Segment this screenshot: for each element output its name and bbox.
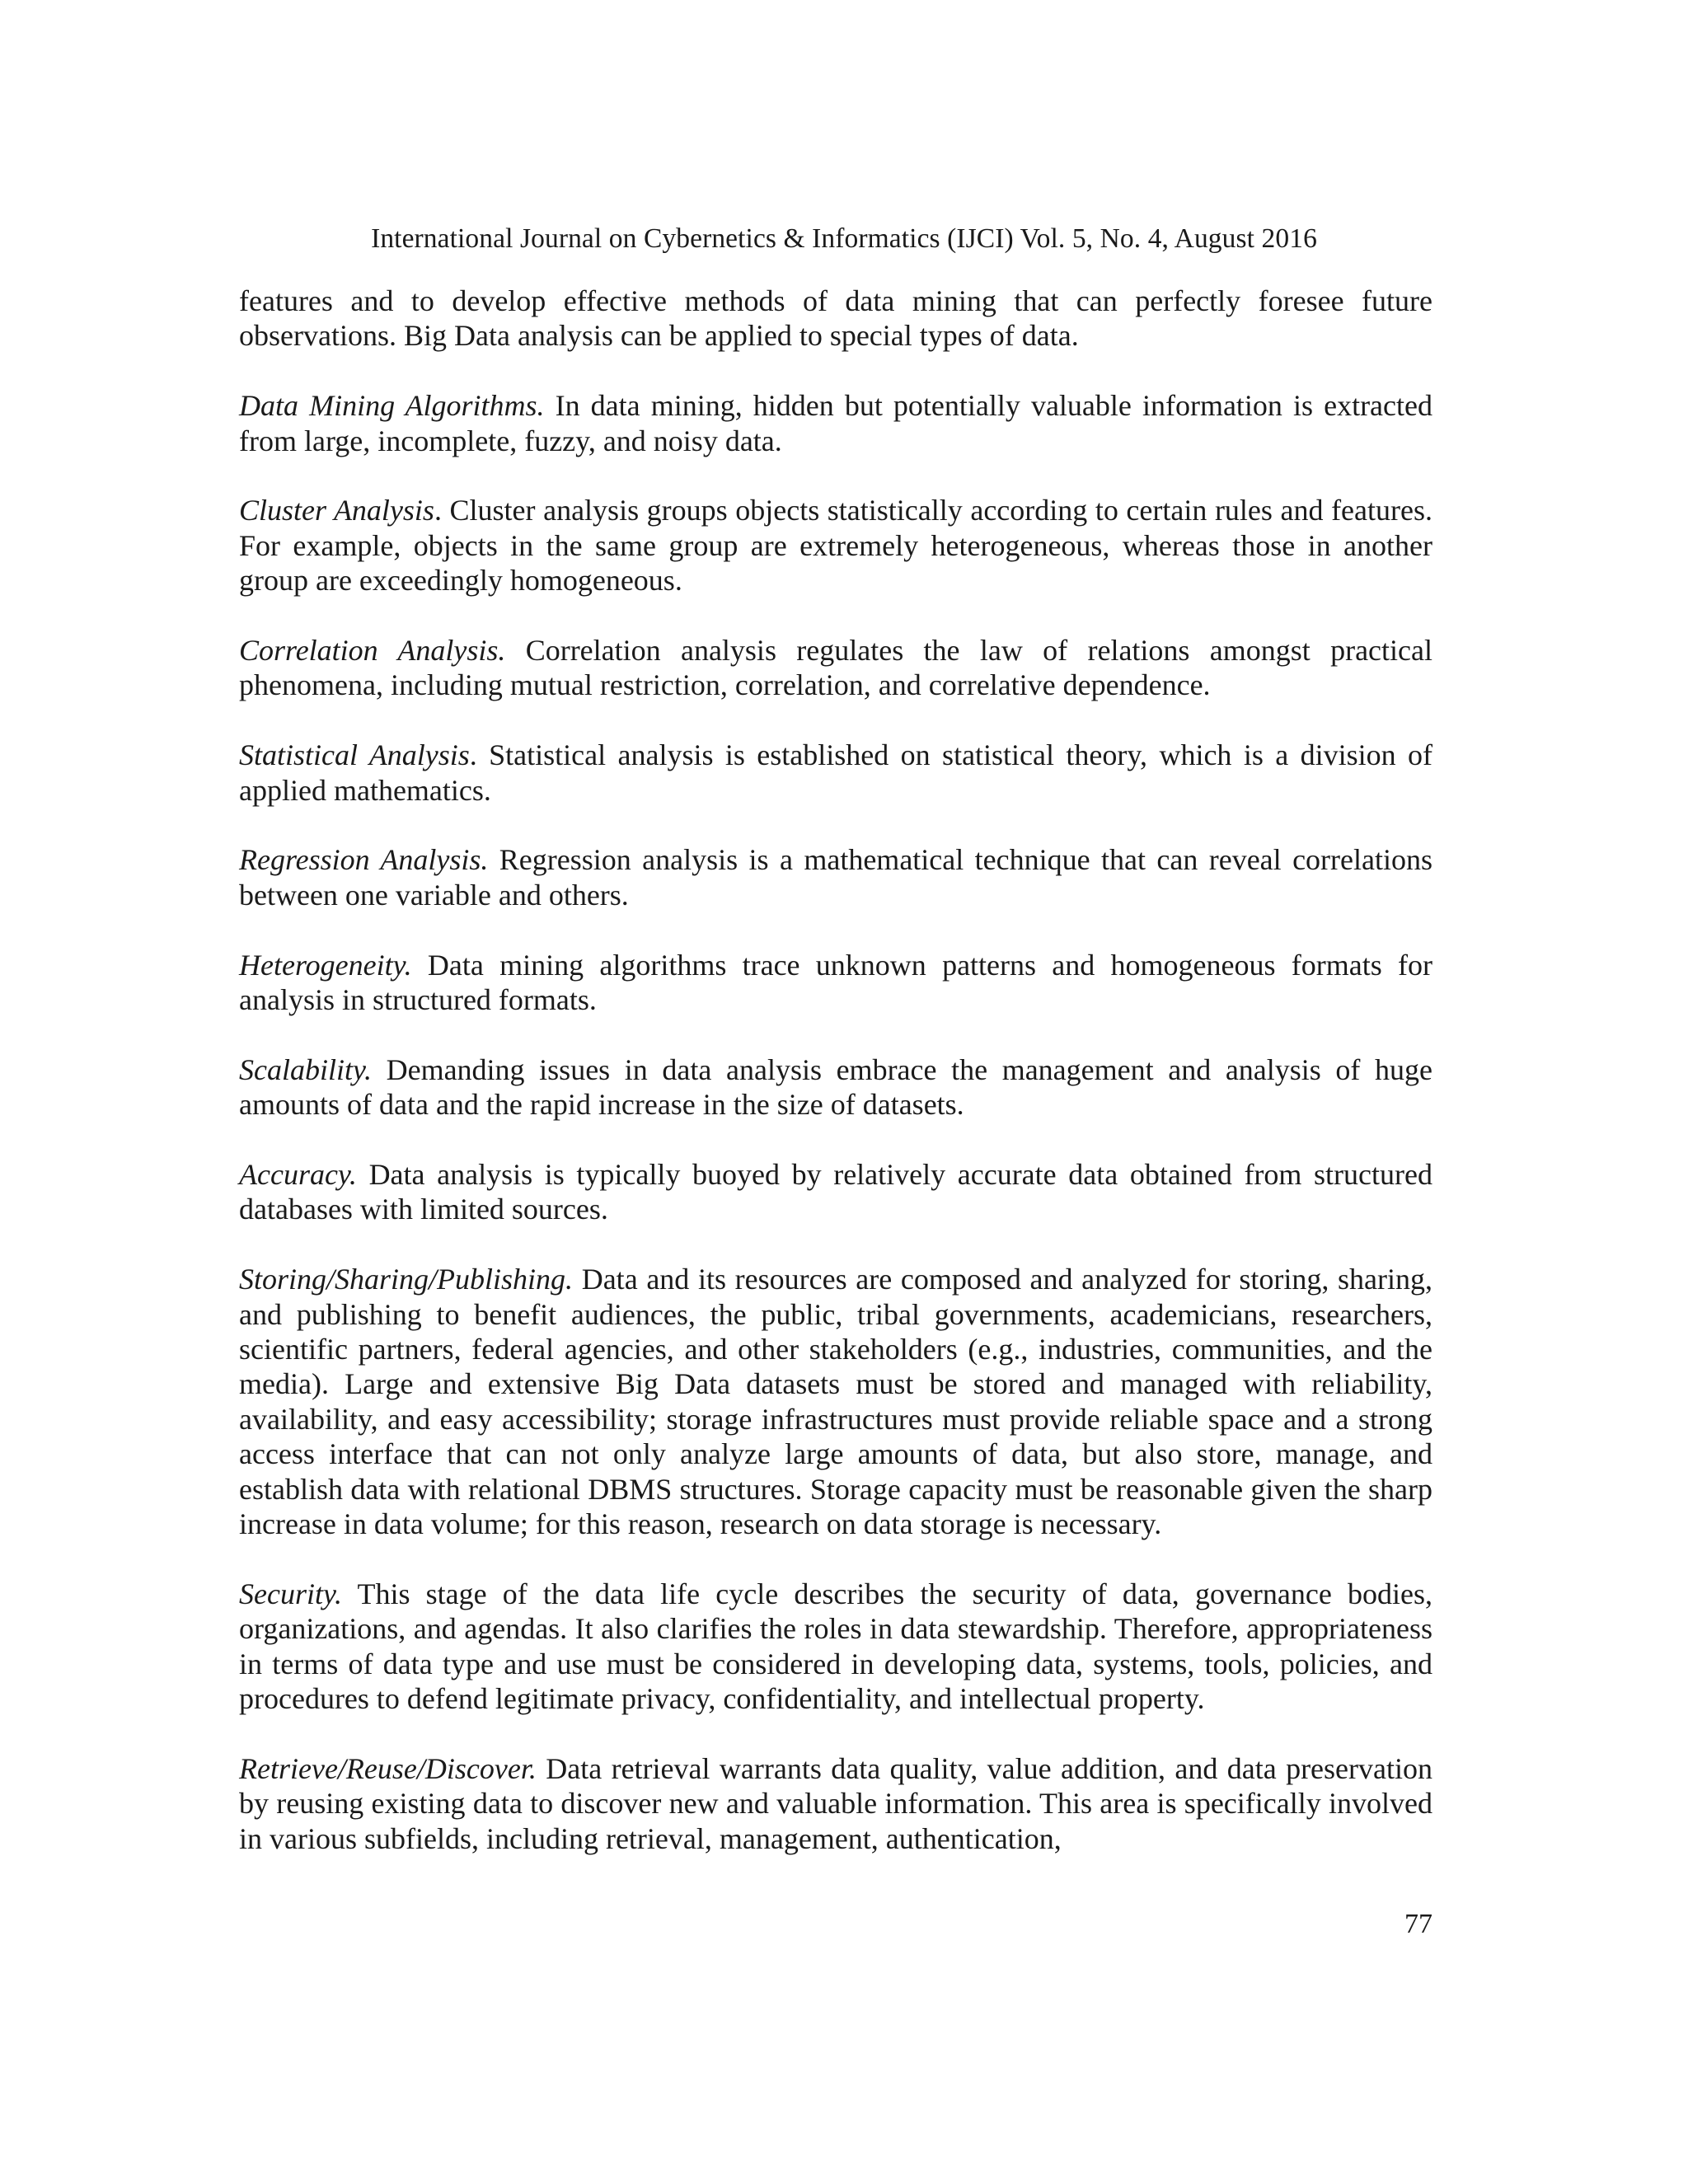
paragraph-text: Data retrieval warrants data quality, value addition, and data preservation by reusing existing data to discover new and valuable information. This area is specifically involved in various subfields, including retrieval, management, authentication,	[239, 1751, 1432, 1855]
paragraph-text: Data analysis is typically buoyed by relatively accurate data obtained from structured databases with limited sources.	[239, 1158, 1432, 1226]
paragraph-security	[239, 1577, 1432, 1717]
paragraph-text: In data mining, hidden but potentially valuable information is extracted from large, incomplete, fuzzy, and noisy data.	[239, 389, 1432, 457]
paragraph-term: Regression Analysis.	[239, 843, 489, 877]
paragraph-text: This stage of the data life cycle describes the security of data, governance bodies, organizations, and agendas. It also clarifies the roles in data stewardship. Therefore, appropriateness in terms of data type and use must be considered in developing data, systems, tools, policies, and procedures to defend legitimate privacy, confidentiality, and intellectual property.	[239, 1577, 1432, 1716]
paragraph-statistical-analysis	[239, 738, 1432, 808]
paragraph-data-mining-algorithms	[239, 388, 1432, 458]
paragraph-text: Data and its resources are composed and analyzed for storing, sharing, and publishing to benefit audiences, the public, tribal governments, academicians, researchers, scientific partners, federal agencies, and other stakeholders (e.g., industries, communities, and the media). Large and extensive Big Data datasets must be stored and managed with reliability, availability, and easy accessibility; storage infrastructures must provide reliable space and a strong access interface that can not only analyze large amounts of data, but also store, manage, and establish data with relational DBMS structures. Storage capacity must be reasonable given the sharp increase in data volume; for this reason, research on data storage is necessary.	[239, 1263, 1432, 1541]
paragraph-storing-sharing-publishing	[239, 1262, 1432, 1541]
paragraph-term: Cluster Analysis	[239, 494, 434, 527]
paragraph-heterogeneity	[239, 948, 1432, 1018]
paragraph-term: Accuracy.	[239, 1158, 357, 1192]
paragraph-term: Correlation Analysis.	[239, 634, 506, 668]
paragraph-term: Storing/Sharing/Publishing.	[239, 1263, 574, 1296]
paragraph-term: Retrieve/Reuse/Discover.	[239, 1751, 537, 1785]
paragraph-continuation	[239, 284, 1432, 354]
paragraph-term: Data Mining Algorithms.	[239, 389, 545, 423]
paragraph-text: features and to develop effective methods of data mining that can perfectly foresee future observations. Big Data analysis can be applied to special types of data.	[239, 284, 1432, 353]
paragraph-term: Heterogeneity.	[239, 948, 412, 982]
paragraph-accuracy	[239, 1157, 1432, 1227]
paragraph-retrieve-reuse-discover	[239, 1751, 1432, 1856]
paragraph-text: Data mining algorithms trace unknown patterns and homogeneous formats for analysis in structured formats.	[239, 948, 1432, 1017]
paragraph-text: Demanding issues in data analysis embrace the management and analysis of huge amounts of data and the rapid increase in the size of datasets.	[239, 1052, 1432, 1122]
paragraph-text: . Statistical analysis is established on statistical theory, which is a division of applied mathematics.	[239, 738, 1432, 807]
page-number: 77	[1404, 1909, 1432, 1939]
paragraph-scalability	[239, 1052, 1432, 1122]
paragraph-term: Security.	[239, 1577, 342, 1610]
paragraph-correlation-analysis	[239, 633, 1432, 703]
paragraph-cluster-analysis	[239, 493, 1432, 598]
body-text	[239, 284, 1432, 1891]
paragraph-term: Scalability.	[239, 1052, 372, 1086]
running-header: International Journal on Cybernetics & Informatics (IJCI) Vol. 5, No. 4, August 2016	[371, 223, 1317, 254]
paragraph-text: . Cluster analysis groups objects statistically according to certain rules and features. For example, objects in the same group are extremely heterogeneous, whereas those in another group are exceedingly homogeneous.	[239, 494, 1432, 598]
paragraph-regression-analysis	[239, 842, 1432, 912]
paragraph-text: Regression analysis is a mathematical technique that can reveal correlations between one variable and others.	[239, 843, 1432, 912]
paragraph-term: Statistical Analysis	[239, 738, 470, 772]
paragraph-text: Correlation analysis regulates the law of relations amongst practical phenomena, including mutual restriction, correlation, and correlative dependence.	[239, 634, 1432, 702]
